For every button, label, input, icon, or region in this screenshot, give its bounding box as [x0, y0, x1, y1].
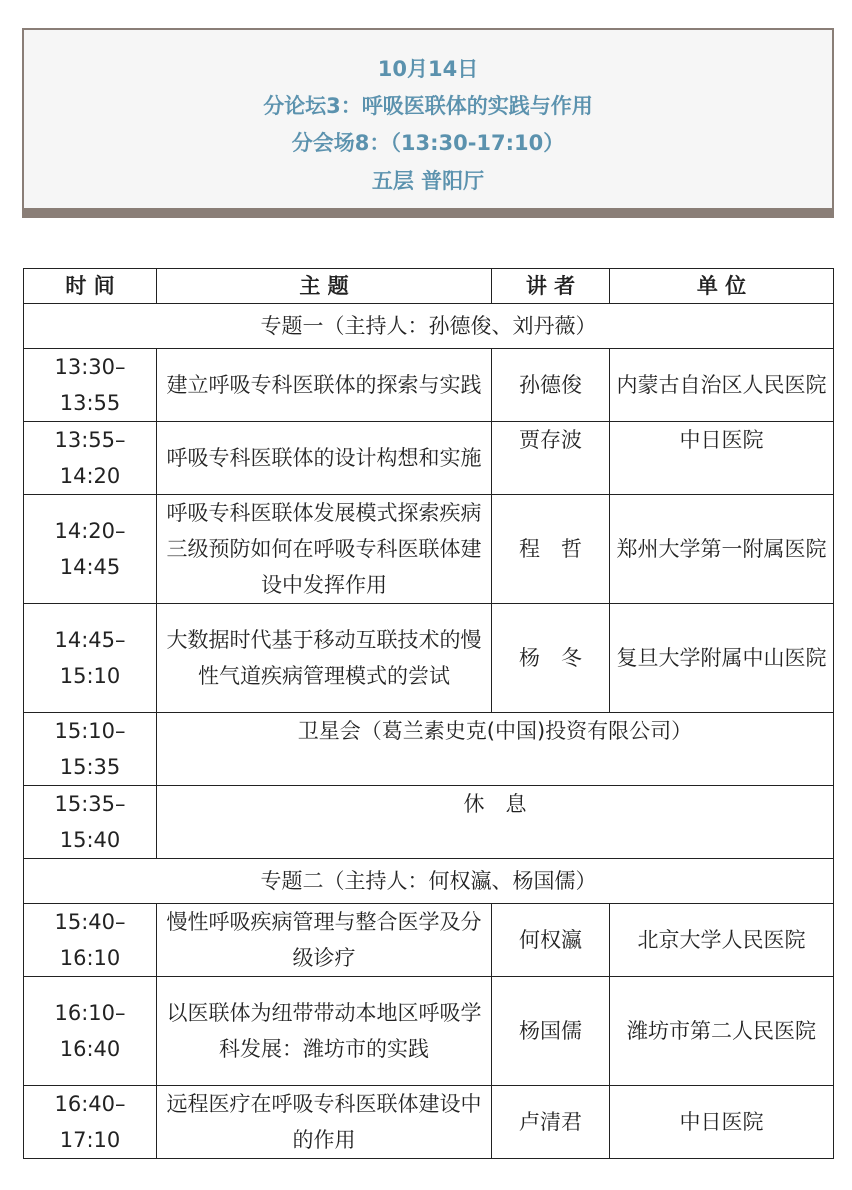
time-cell: 14:45–15:10	[24, 604, 157, 713]
table-row	[24, 495, 834, 604]
speaker-cell: 何权瀛	[492, 904, 610, 977]
break-cell: 休 息	[157, 786, 834, 859]
column-header-unit: 单 位	[610, 269, 834, 304]
unit-cell: 潍坊市第二人民医院	[610, 977, 834, 1086]
venue-session: 分会场8：（13:30-17:10）	[291, 131, 565, 155]
topic-cell: 大数据时代基于移动互联技术的慢性气道疾病管理模式的尝试	[157, 604, 492, 713]
topic-cell: 以医联体为纽带带动本地区呼吸学科发展：潍坊市的实践	[157, 977, 492, 1086]
time-cell: 13:55–14:20	[24, 422, 157, 495]
session-header	[22, 28, 834, 218]
speaker-cell: 贾存波	[492, 422, 610, 495]
topic-cell: 呼吸专科医联体发展模式探索疾病三级预防如何在呼吸专科医联体建设中发挥作用	[157, 495, 492, 604]
topic-cell: 呼吸专科医联体的设计构想和实施	[157, 422, 492, 495]
topic-cell: 慢性呼吸疾病管理与整合医学及分级诊疗	[157, 904, 492, 977]
section-title: 专题二（主持人：何权瀛、杨国儒）	[24, 859, 834, 904]
table-header-row	[24, 269, 834, 304]
time-cell: 14:20–14:45	[24, 495, 157, 604]
time-cell: 16:40–17:10	[24, 1086, 157, 1159]
table-row	[24, 604, 834, 713]
session-date: 10月14日	[377, 57, 479, 81]
unit-cell: 中日医院	[610, 422, 834, 495]
section-row-2	[24, 859, 834, 904]
unit-cell: 北京大学人民医院	[610, 904, 834, 977]
time-cell: 15:10–15:35	[24, 713, 157, 786]
table-row	[24, 422, 834, 495]
section-title: 专题一（主持人：孙德俊、刘丹薇）	[24, 304, 834, 349]
speaker-cell: 杨国儒	[492, 977, 610, 1086]
time-cell: 15:35–15:40	[24, 786, 157, 859]
speaker-cell: 杨 冬	[492, 604, 610, 713]
satellite-session-cell: 卫星会（葛兰素史克(中国)投资有限公司）	[157, 713, 834, 786]
schedule-table	[23, 268, 834, 1159]
unit-cell: 内蒙古自治区人民医院	[610, 349, 834, 422]
topic-cell: 建立呼吸专科医联体的探索与实践	[157, 349, 492, 422]
time-cell: 15:40–16:10	[24, 904, 157, 977]
topic-cell: 远程医疗在呼吸专科医联体建设中的作用	[157, 1086, 492, 1159]
unit-cell: 郑州大学第一附属医院	[610, 495, 834, 604]
unit-cell: 复旦大学附属中山医院	[610, 604, 834, 713]
table-row	[24, 786, 834, 859]
column-header-speaker: 讲 者	[492, 269, 610, 304]
time-cell: 13:30–13:55	[24, 349, 157, 422]
unit-cell: 中日医院	[610, 1086, 834, 1159]
speaker-cell: 程 哲	[492, 495, 610, 604]
table-row	[24, 349, 834, 422]
table-row	[24, 713, 834, 786]
venue-location: 五层 普阳厅	[371, 169, 485, 193]
speaker-cell: 孙德俊	[492, 349, 610, 422]
table-row	[24, 1086, 834, 1159]
column-header-time: 时 间	[24, 269, 157, 304]
section-row-1	[24, 304, 834, 349]
forum-title: 分论坛3：呼吸医联体的实践与作用	[263, 94, 593, 118]
column-header-topic: 主 题	[157, 269, 492, 304]
speaker-cell: 卢清君	[492, 1086, 610, 1159]
table-row	[24, 977, 834, 1086]
table-row	[24, 904, 834, 977]
time-cell: 16:10–16:40	[24, 977, 157, 1086]
